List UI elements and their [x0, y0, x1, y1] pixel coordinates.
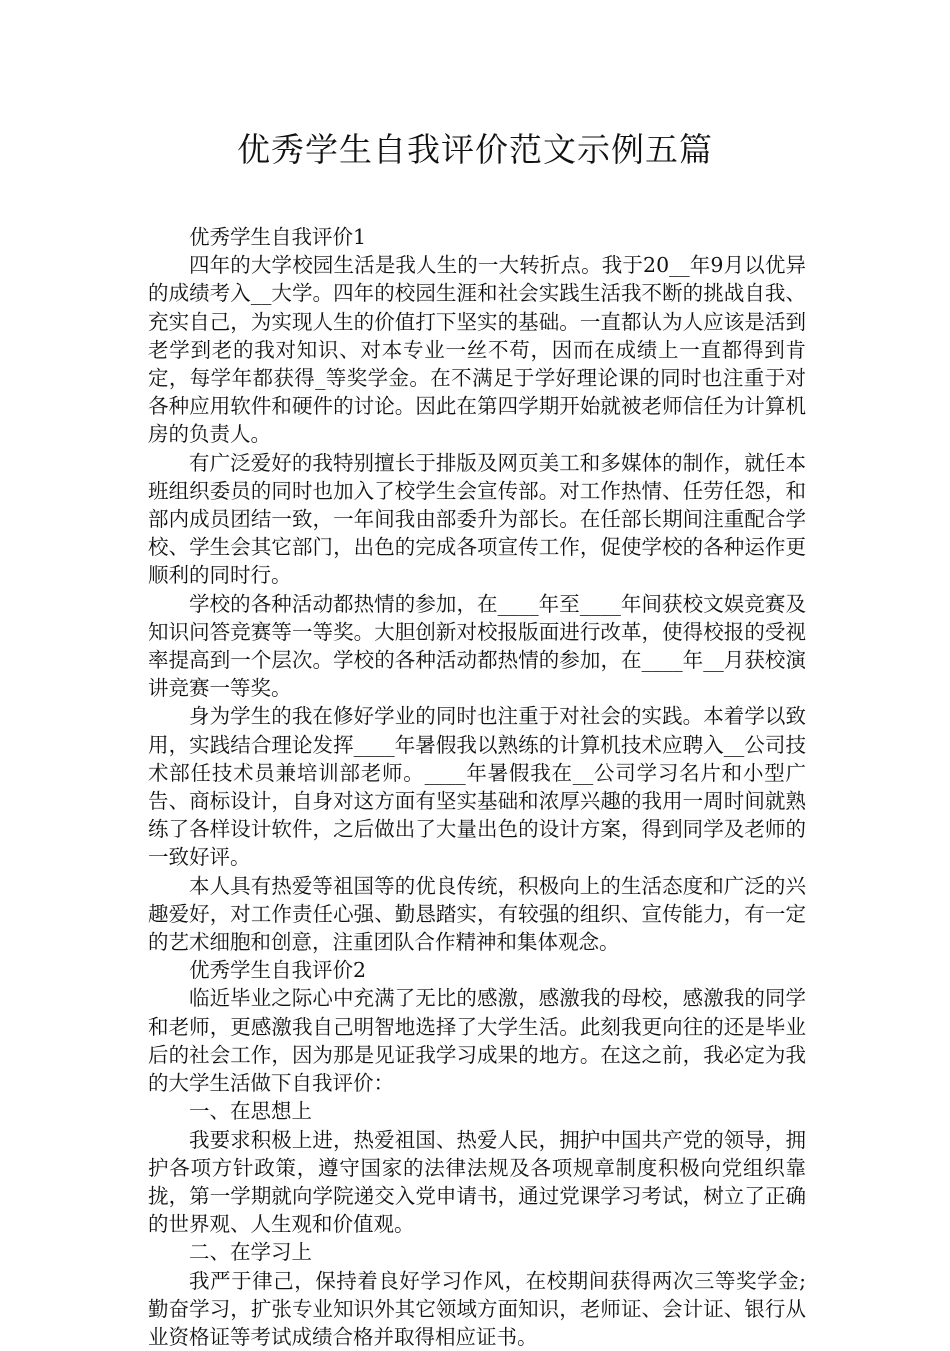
document-title: 优秀学生自我评价范文示例五篇: [237, 130, 713, 169]
paragraph: 我严于律己，保持着良好学习作风，在校期间获得两次三等奖学金;勤奋学习，扩张专业知识外其它领域方面知识，老师证、会计证、银行从业资格证等考试成绩合格并取得相应证书。: [148, 1268, 806, 1349]
subheading-study: 二、在学习上: [189, 1240, 312, 1265]
paragraph: 学校的各种活动都热情的参加，在____年至____年间获校文娱竞赛及知识问答竞赛等一等奖。大胆创新对校报版面进行改革，使得校报的受视率提高到一个层次。学校的各种活动都热情的参加，在____年__月获校演讲竞赛一等奖。: [148, 591, 806, 701]
subheading-thought: 一、在思想上: [189, 1099, 312, 1124]
paragraph: 本人具有热爱等祖国等的优良传统，积极向上的生活态度和广泛的兴趣爱好，对工作责任心强、勤恳踏实，有较强的组织、宣传能力，有一定的艺术细胞和创意，注重团队合作精神和集体观念。: [148, 873, 806, 955]
paragraph: 有广泛爱好的我特别擅长于排版及网页美工和多媒体的制作，就任本班组织委员的同时也加入了校学生会宣传部。对工作热情、任劳任怨，和部内成员团结一致，一年间我由部委升为部长。在任部长期间注重配合学校、学生会其它部门，出色的完成各项宣传工作，促使学校的各种运作更顺利的同时行。: [148, 450, 806, 588]
paragraph: 四年的大学校园生活是我人生的一大转折点。我于20__年9月以优异的成绩考入__大学。四年的校园生涯和社会实践生活我不断的挑战自我、充实自己，为实现人生的价值打下坚实的基础。一直都认为人应该是活到老学到老的我对知识、对本专业一丝不苟，因而在成绩上一直都得到肯定，每学年都获得_等奖学金。在不满足于学好理论课的同时也注重于对各种应用软件和硬件的讨论。因此在第四学期开始就被老师信任为计算机房的负责人。: [148, 253, 806, 447]
paragraph: 临近毕业之际心中充满了无比的感激，感激我的母校，感激我的同学和老师，更感激我自己明智地选择了大学生活。此刻我更向往的还是毕业后的社会工作，因为那是见证我学习成果的地方。在这之前，我必定为我的大学生活做下自我评价：: [148, 986, 806, 1096]
section-heading-1: 优秀学生自我评价1: [189, 225, 367, 249]
section-heading-2: 优秀学生自我评价2: [189, 958, 367, 983]
document-body: [148, 223, 806, 1351]
paragraph: 我要求积极上进，热爱祖国、热爱人民，拥护中国共产党的领导，拥护各项方针政策，遵守国家的法律法规及各项规章制度积极向党组织靠拢，第一学期就向学院递交入党申请书，通过党课学习考试，树立了正确的世界观、人生观和价值观。: [148, 1127, 806, 1237]
paragraph: 身为学生的我在修好学业的同时也注重于对社会的实践。本着学以致用，实践结合理论发挥____年暑假我以熟练的计算机技术应聘入__公司技术部任技术员兼培训部老师。____年暑假我在__公司学习名片和小型广告、商标设计，自身对这方面有坚实基础和浓厚兴趣的我用一周时间就熟练了各样设计软件，之后做出了大量出色的设计方案，得到同学及老师的一致好评。: [148, 704, 806, 870]
